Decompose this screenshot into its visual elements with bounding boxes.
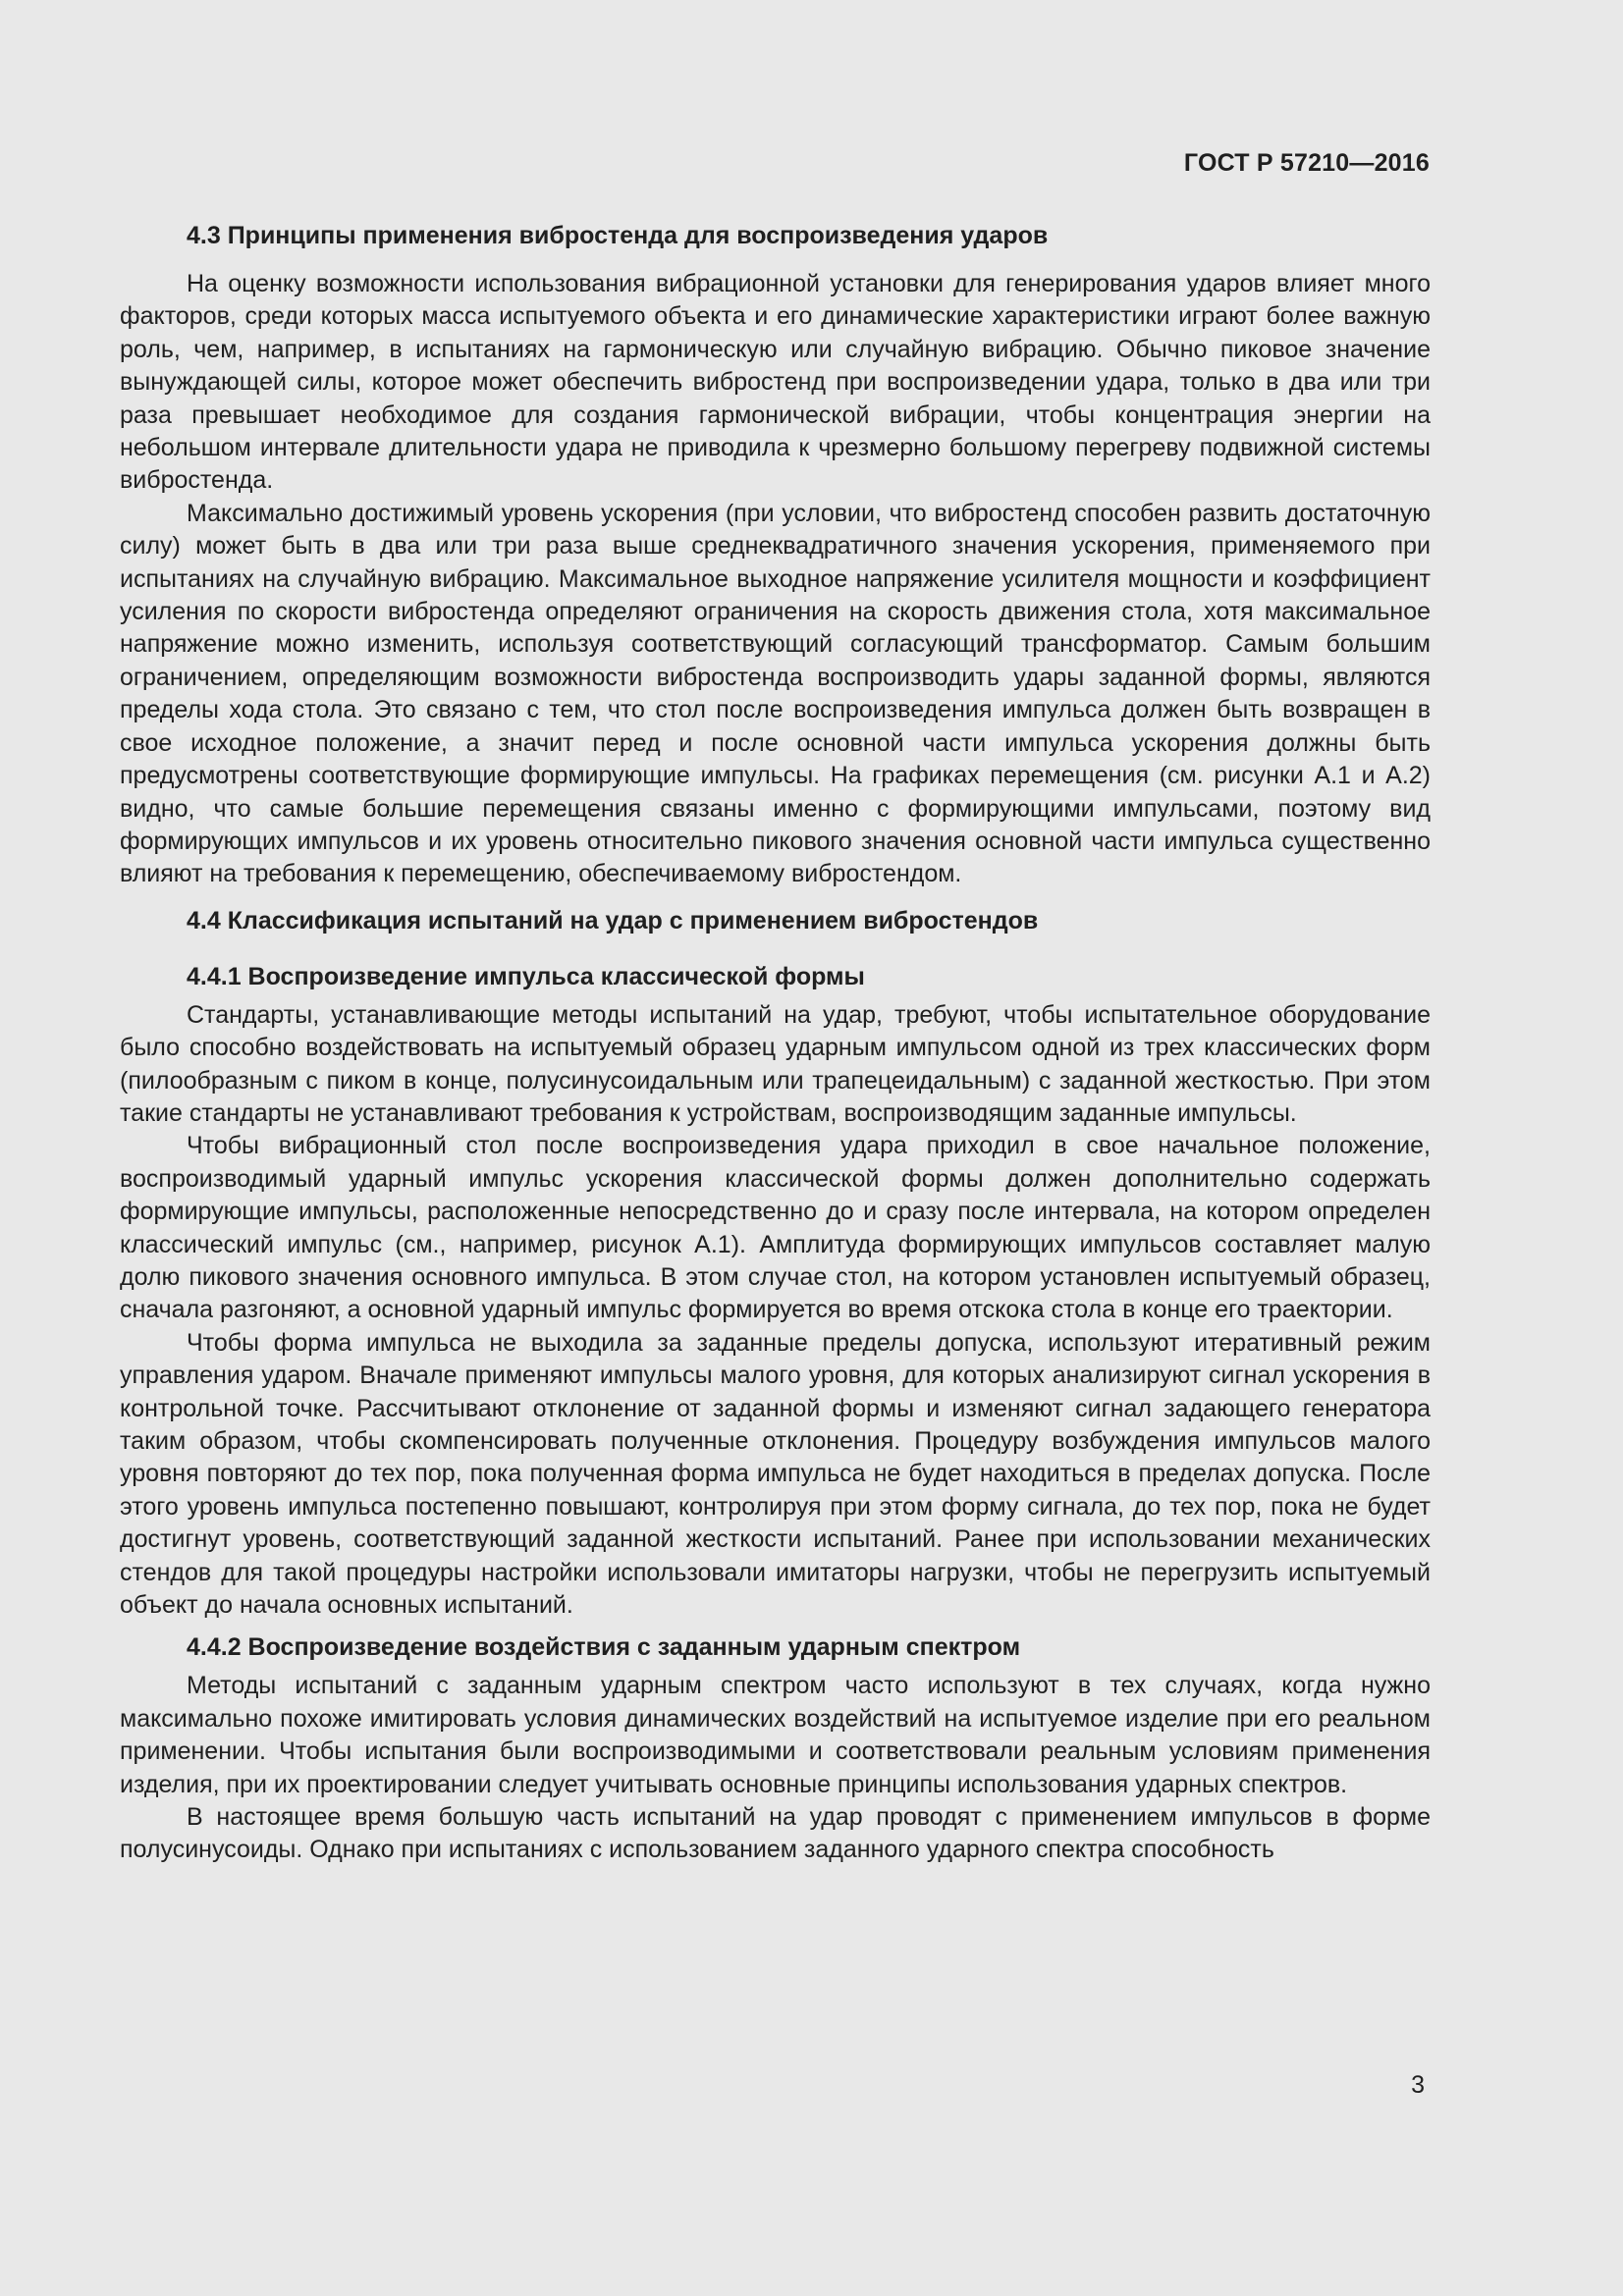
paragraph: На оценку возможности использования вибрационной установки для генерирования ударов влияет много факторов, среди которых масса испытуемого объекта и его динамические характеристики играют более важную роль, чем, например, в испытаниях на гармоническую или случайную вибрацию. Обычно пиковое значение вынуждающей силы, которое может обеспечить вибростенд при воспроизведении удара, только в два или три раза превышает необходимое для создания гармонической вибрации, чтобы концентрация энергии на небольшом интервале длительности удара не приводила к чрезмерно большому перегреву подвижной системы вибростенда.	[120, 270, 1431, 495]
paragraph: Методы испытаний с заданным ударным спектром часто используют в тех случаях, когда нужно максимально похоже имитировать условия динамических воздействий на испытуемое изделие при его реальном применении. Чтобы испытания были воспроизводимыми и соответствовали реальным условиям применения изделия, при их проектировании следует учитывать основные принципы использования ударных спектров.	[120, 1672, 1431, 1798]
paragraph: Стандарты, устанавливающие методы испытаний на удар, требуют, чтобы испытательное оборудование было способно воздействовать на испытуемый образец ударным импульсом одной из трех классических форм (пилообразным с пиком в конце, полусинусоидальным или трапецеидальным) с заданной жесткостью. При этом такие стандарты не устанавливают требования к устройствам, воспроизводящим заданные импульсы.	[120, 1000, 1431, 1127]
section-heading-4-3: 4.3 Принципы применения вибростенда для воспроизведения ударов	[187, 222, 1049, 249]
section-heading-4-4-1: 4.4.1 Воспроизведение импульса классической формы	[187, 962, 865, 990]
paragraph: В настоящее время большую часть испытаний на удар проводят с применением импульсов в форме полусинусоиды. Однако при испытаниях с использованием заданного ударного спектра способность	[120, 1803, 1431, 1864]
section-heading-4-4-2: 4.4.2 Воспроизведение воздействия с заданным ударным спектром	[187, 1633, 1021, 1662]
document-body	[120, 220, 1431, 1867]
standard-designation: ГОСТ Р 57210—2016	[1183, 149, 1430, 177]
paragraph: Максимально достижимый уровень ускорения (при условии, что вибростенд способен развить достаточную силу) может быть в два или три раза выше среднеквадратичного значения ускорения, применяемого при испытаниях на случайную вибрацию. Максимальное выходное напряжение усилителя мощности и коэффициент усиления по скорости вибростенда определяют ограничения на скорость движения стола, хотя максимальное напряжение можно изменить, используя соответствующий согласующий трансформатор. Самым большим ограничением, определяющим возможности вибростенда воспроизводить удары заданной формы, являются пределы хода стола. Это связано с тем, что стол после воспроизведения импульса должен быть возвращен в свое исходное положение, а значит перед и после основной части импульса ускорения должны быть предусмотрены соответствующие формирующие импульсы. На графиках перемещения (см. рисунки А.1 и А.2) видно, что самые большие перемещения связаны именно с формирующими импульсами, поэтому вид формирующих импульсов и их уровень относительно пикового значения основной части импульса существенно влияют на требования к перемещению, обеспечиваемому вибростендом.	[120, 499, 1431, 888]
section-heading-4-4: 4.4 Классификация испытаний на удар с применением вибростендов	[187, 906, 1039, 934]
paragraph: Чтобы форма импульса не выходила за заданные пределы допуска, используют итеративный режим управления ударом. Вначале применяют импульсы малого уровня, для которых анализируют сигнал ускорения в контрольной точке. Рассчитывают отклонение от заданной формы и изменяют сигнал задающего генератора таким образом, чтобы скомпенсировать полученные отклонения. Процедуру возбуждения импульсов малого уровня повторяют до тех пор, пока полученная форма импульса не будет находиться в пределах допуска. После этого уровень импульса постепенно повышают, контролируя при этом форму сигнала, до тех пор, пока не будет достигнут уровень, соответствующий заданной жесткости испытаний. Ранее при использовании механических стендов для такой процедуры настройки использовали имитаторы нагрузки, чтобы не перегрузить испытуемый объект до начала основных испытаний.	[120, 1328, 1431, 1620]
page-number: 3	[1411, 2071, 1425, 2099]
paragraph: Чтобы вибрационный стол после воспроизведения удара приходил в свое начальное положение, воспроизводимый ударный импульс ускорения классической формы должен дополнительно содержать формирующие импульсы, расположенные непосредственно до и сразу после интервала, на котором определен классический импульс (см., например, рисунок А.1). Амплитуда формирующих импульсов составляет малую долю пикового значения основного импульса. В этом случае стол, на котором установлен испытуемый образец, сначала разгоняют, а основной ударный импульс формируется во время отскока стола в конце его траектории.	[120, 1132, 1431, 1324]
